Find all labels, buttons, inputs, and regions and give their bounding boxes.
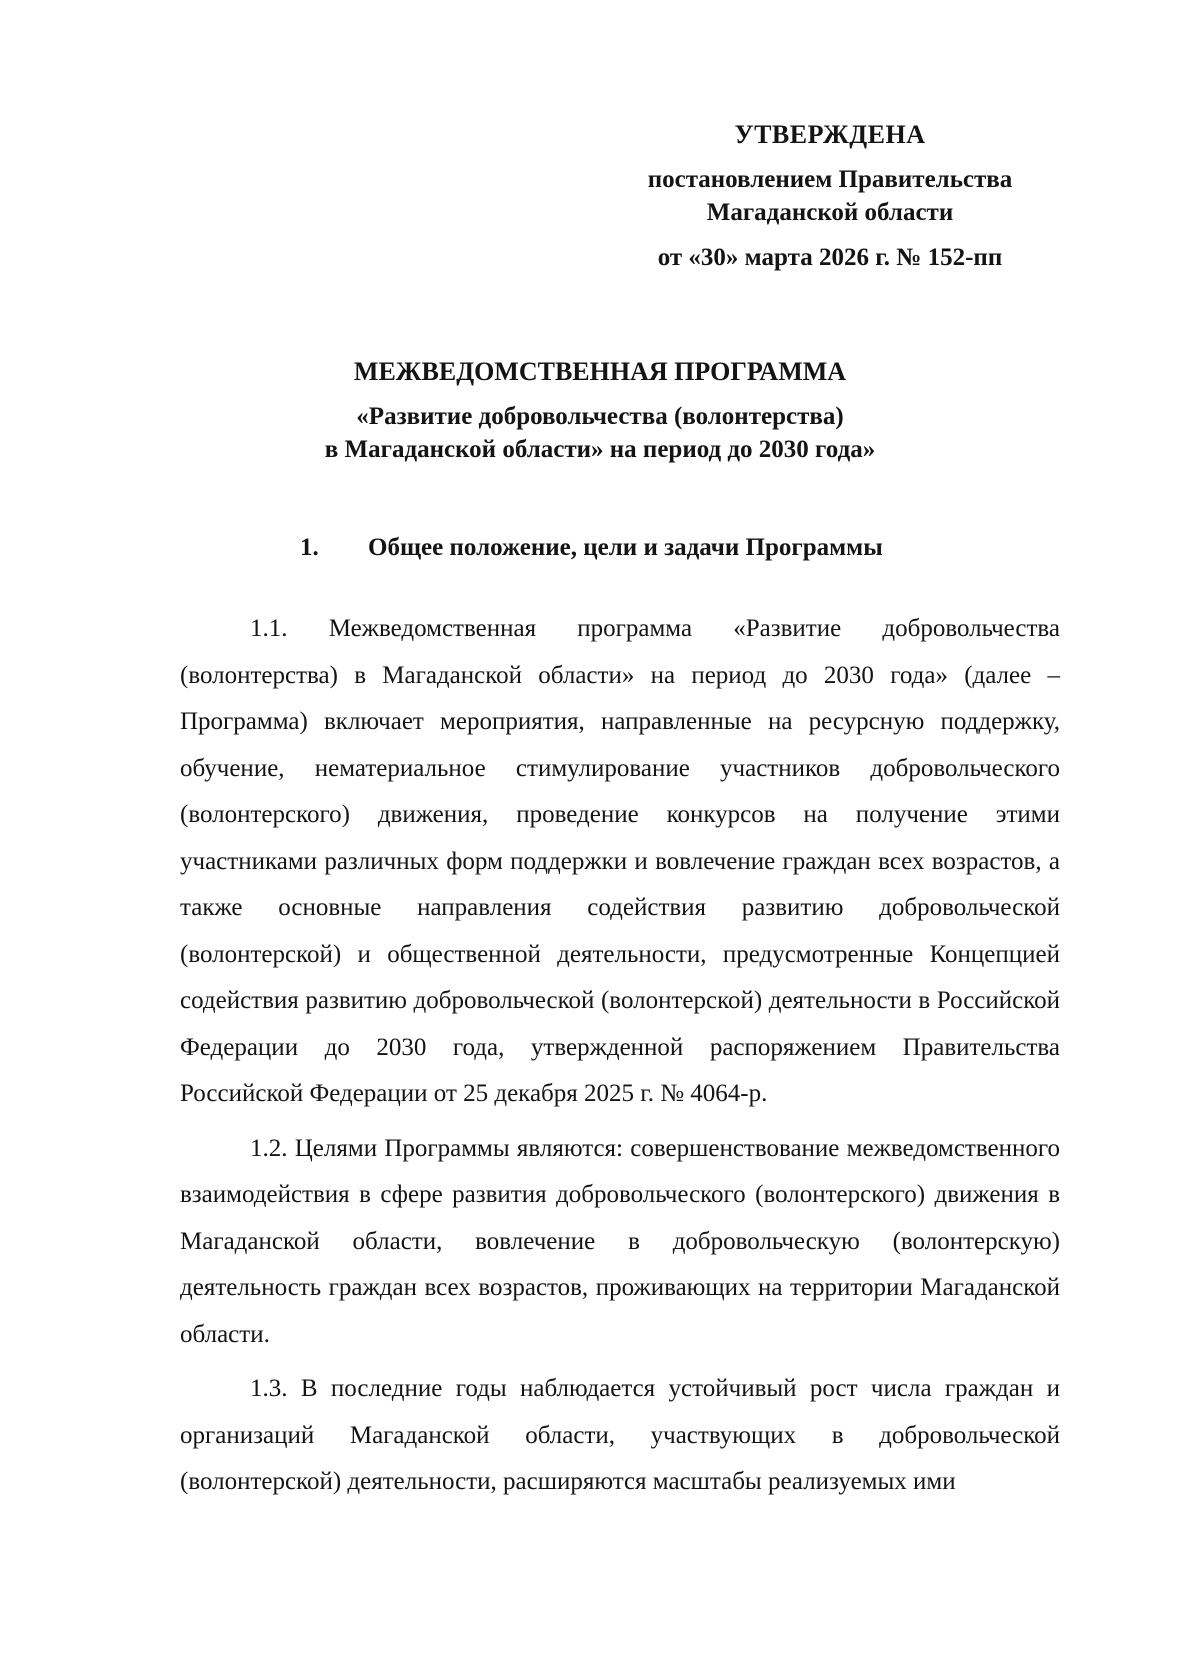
program-subtitle-line-2: в Магаданской области» на период до 2030 года» — [324, 436, 876, 463]
section-number: 1. — [300, 534, 319, 561]
paragraph-1-2: 1.2. Целями Программы являются: совершенствование межведомственного взаимодействия в сфере развития добровольческого (волонтерского) движения в Магаданской области, вовлечение в добровольческую (волонтерскую) деятельность граждан всех возрастов, проживающих на территории Магаданской области. — [180, 1134, 1060, 1348]
section-title: Общее положение, цели и задачи Программы — [368, 534, 883, 561]
approval-line-1: постановлением Правительства — [647, 166, 1013, 193]
approval-line-2: Магаданской области — [706, 199, 954, 226]
body-text — [180, 606, 1060, 1514]
paragraph-1-1: 1.1. Межведомственная программа «Развитие добровольчества (волонтерства) в Магаданской области» на период до 2030 года» (далее – Программа) включает мероприятия, направленные на ресурсную поддержку, обучение, нематериальное стимулирование участников добровольческого (волонтерского) движения, проведение конкурсов на получение этими участниками различных форм поддержки и вовлечение граждан всех возрастов, а также основные направления содействия развитию добровольческой (волонтерской) и общественной деятельности, предусмотренные Концепцией содействия развитию добровольческой (волонтерской) деятельности в Российской Федерации до 2030 года, утвержденной распоряжением Правительства Российской Федерации от 25 декабря 2025 г. № 4064-р. — [180, 615, 1060, 1107]
approval-title: УТВЕРЖДЕНА — [734, 120, 926, 149]
program-title-block — [160, 355, 1040, 466]
approval-block — [610, 118, 1050, 274]
program-subtitle-line-1: «Развитие добровольчества (волонтерства) — [356, 403, 844, 430]
paragraph-1-3: 1.3. В последние годы наблюдается устойчивый рост числа граждан и организаций Магаданской области, участвующих в добровольческой (волонтерской) деятельности, расширяются масштабы реализуемых ими — [180, 1375, 1060, 1495]
section-heading — [300, 531, 883, 564]
program-heading: МЕЖВЕДОМСТВЕННАЯ ПРОГРАММА — [353, 357, 847, 386]
approval-date: от «30» марта 2026 г. № 152-пп — [657, 244, 1003, 271]
